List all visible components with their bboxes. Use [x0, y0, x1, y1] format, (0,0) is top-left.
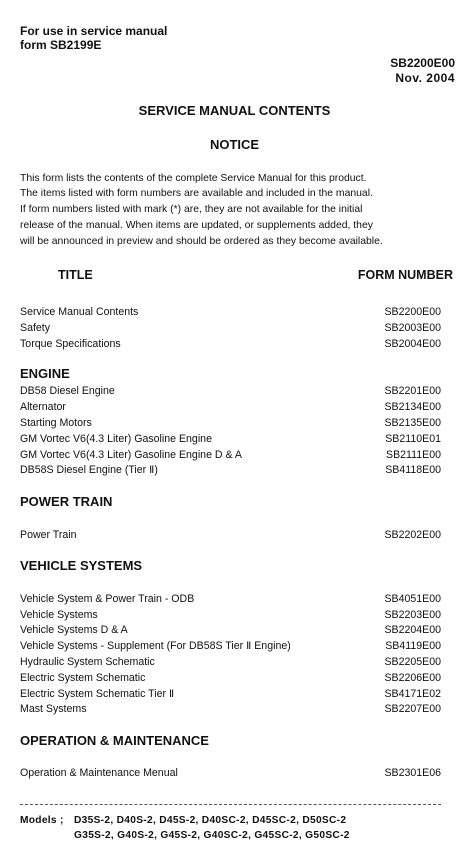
notice-line: If form numbers listed with mark (*) are, they are not available for the initial	[20, 204, 363, 215]
section-heading-operation-maintenance: OPERATION & MAINTENANCE	[20, 733, 209, 748]
contents-row	[20, 383, 441, 399]
item-form-number: SB2204E00	[384, 624, 441, 636]
item-title: Starting Motors	[20, 417, 92, 429]
notice-line: release of the manual. When items are updated, or supplements added, they	[20, 220, 373, 231]
item-title: Hydraulic System Schematic	[20, 656, 155, 668]
models-line-1: D35S-2, D40S-2, D45S-2, D40SC-2, D45SC-2, D50SC-2	[74, 815, 347, 826]
item-title: Mast Systems	[20, 703, 87, 715]
contents-row	[20, 765, 441, 781]
item-form-number: SB4119E00	[385, 640, 441, 652]
item-title: Service Manual Contents	[20, 306, 139, 318]
notice-line: The items listed with form numbers are available and included in the manual.	[20, 188, 373, 199]
contents-row	[20, 654, 441, 670]
contents-row	[20, 336, 441, 352]
item-form-number: SB2202E00	[384, 529, 441, 541]
contents-row	[20, 622, 441, 638]
item-title: Electric System Schematic Tier Ⅱ	[20, 688, 175, 700]
models-label: Models ;	[20, 815, 64, 826]
contents-row	[20, 670, 441, 686]
item-form-number: SB2135E00	[384, 417, 441, 429]
contents-row	[20, 304, 441, 320]
divider	[20, 804, 441, 805]
notice-line: This form lists the contents of the complete Service Manual for this product.	[20, 173, 367, 184]
item-title: Electric System Schematic	[20, 672, 146, 684]
contents-row	[20, 591, 441, 607]
notice-line: will be announced in preview and should be ordered as they become available.	[20, 236, 383, 247]
item-title: DB58S Diesel Engine (Tier Ⅱ)	[20, 464, 158, 476]
contents-row	[20, 447, 441, 463]
item-form-number: SB2301E06	[384, 767, 441, 779]
contents-row	[20, 320, 441, 336]
item-title: Vehicle Systems - Supplement (For DB58S Tier Ⅱ Engine)	[20, 640, 291, 652]
contents-row	[20, 686, 441, 702]
item-title: Safety	[20, 322, 51, 334]
use-in-manual-line-1: For use in service manual	[20, 24, 168, 38]
item-form-number: SB2206E00	[384, 672, 441, 684]
column-header-title: TITLE	[58, 268, 93, 282]
section-heading-vehicle-systems: VEHICLE SYSTEMS	[20, 558, 143, 573]
section-heading-engine: ENGINE	[20, 366, 70, 381]
item-form-number: SB2110E01	[385, 433, 441, 445]
contents-row	[20, 462, 441, 478]
item-form-number: SB2201E00	[384, 385, 441, 397]
item-form-number: SB2134E00	[384, 401, 441, 413]
item-form-number: SB2003E00	[384, 322, 441, 334]
contents-row	[20, 638, 441, 654]
section-heading-power-train: POWER TRAIN	[20, 494, 113, 509]
document-date: Nov. 2004	[395, 71, 455, 85]
item-title: Vehicle Systems	[20, 609, 98, 621]
contents-row	[20, 399, 441, 415]
contents-row	[20, 607, 441, 623]
models-line-2: G35S-2, G40S-2, G45S-2, G40SC-2, G45SC-2, G50SC-2	[74, 830, 350, 841]
contents-row	[20, 415, 441, 431]
item-form-number: SB4051E00	[384, 593, 441, 605]
item-title: DB58 Diesel Engine	[20, 385, 115, 397]
item-title: Vehicle Systems D & A	[20, 624, 128, 636]
contents-row	[20, 431, 441, 447]
item-form-number: SB2205E00	[384, 656, 441, 668]
contents-row	[20, 701, 441, 717]
item-title: GM Vortec V6(4.3 Liter) Gasoline Engine	[20, 433, 212, 445]
page-title: SERVICE MANUAL CONTENTS	[138, 103, 331, 118]
use-in-manual-line-2: form SB2199E	[20, 38, 102, 52]
item-form-number: SB2111E00	[386, 449, 441, 461]
item-form-number: SB4118E00	[385, 464, 441, 476]
item-form-number: SB2004E00	[384, 338, 441, 350]
form-number-header: SB2200E00	[390, 56, 455, 70]
item-form-number: SB2207E00	[384, 703, 441, 715]
notice-heading: NOTICE	[209, 137, 260, 152]
item-title: Vehicle System & Power Train - ODB	[20, 593, 195, 605]
item-form-number: SB2203E00	[384, 609, 441, 621]
item-title: Torque Specifications	[20, 338, 121, 350]
item-title: GM Vortec V6(4.3 Liter) Gasoline Engine D & A	[20, 449, 242, 461]
item-title: Operation & Maintenance Menual	[20, 767, 178, 779]
item-form-number: SB4171E02	[384, 688, 441, 700]
contents-row	[20, 527, 441, 543]
item-form-number: SB2200E00	[384, 306, 441, 318]
column-header-form-number: FORM NUMBER	[357, 268, 453, 282]
item-title: Power Train	[20, 529, 77, 541]
item-title: Alternator	[20, 401, 66, 413]
